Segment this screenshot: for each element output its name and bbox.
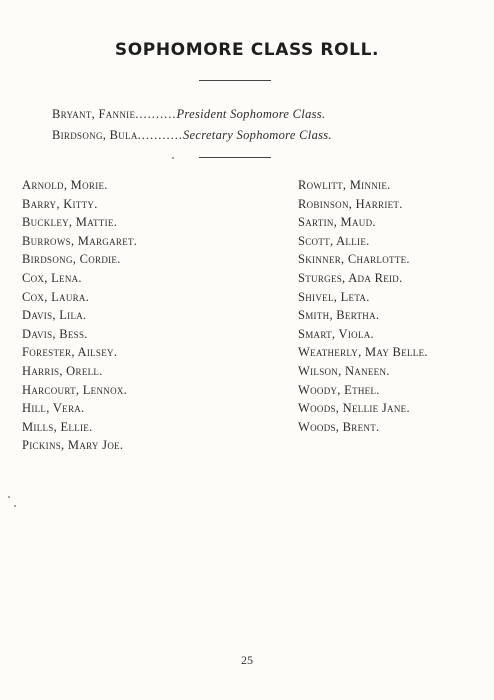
officer-secretary (52, 125, 452, 146)
roll-entry: Rowlitt, Minnie. (298, 178, 391, 192)
roll-entry: Hill, Vera. (22, 401, 85, 416)
paper-speck (8, 496, 10, 498)
officer-president (52, 104, 452, 125)
roll-entry: Buckley, Mattie. (22, 215, 118, 230)
roll-entry: Shivel, Leta. (298, 289, 370, 304)
roll-entry: Sturges, Ada Reid. (298, 270, 403, 285)
roll-entry: Woody, Ethel. (298, 382, 380, 397)
roll-column-left (22, 176, 137, 455)
roll-entry: Smart, Viola. (298, 326, 374, 341)
roll-column-right (298, 176, 428, 436)
officer-name: Birdsong, Bula (52, 128, 138, 142)
roll-entry: Barry, Kitty. (22, 196, 98, 211)
roll-entry: Scott, Allie. (298, 233, 370, 248)
roll-entry: Woods, Nellie Jane. (298, 401, 410, 416)
roll-entry: Skinner, Charlotte. (298, 252, 410, 267)
roll-entry: Weatherly, May Belle. (298, 345, 428, 360)
page-title: SOPHOMORE CLASS ROLL. (114, 40, 380, 60)
roll-entry: Pickins, Mary Joe. (22, 438, 124, 453)
officer-role: Secretary Sophomore Class. (183, 128, 332, 142)
roll-entry: Arnold, Morie. (22, 178, 108, 192)
officers-block (52, 104, 452, 146)
roll-entry: Mills, Ellie. (22, 419, 93, 434)
roll-entry: Cox, Lena. (22, 270, 82, 285)
paper-speck (14, 505, 16, 507)
officers-divider (199, 157, 271, 158)
roll-entry: Smith, Bertha. (298, 308, 380, 323)
roll-entry: Wilson, Naneen. (298, 363, 390, 378)
roll-entry: Cox, Laura. (22, 289, 90, 304)
officer-role: President Sophomore Class. (176, 107, 326, 121)
roll-entry: Forester, Ailsey. (22, 345, 118, 360)
officer-leader-dots: ........... (137, 128, 183, 142)
officer-leader-dots: .......... (135, 107, 177, 121)
roll-entry: Sartin, Maud. (298, 215, 376, 230)
roll-entry: Davis, Bess. (22, 326, 88, 341)
roll-entry: Robinson, Harriet. (298, 196, 403, 211)
roll-entry: Harris, Orell. (22, 363, 103, 378)
roll-entry: Birdsong, Cordie. (22, 252, 121, 267)
page-number: 25 (241, 653, 253, 667)
roll-entry: Burrows, Margaret. (22, 233, 138, 248)
roll-entry: Woods, Brent. (298, 419, 380, 434)
roll-entry: Harcourt, Lennox. (22, 382, 128, 397)
title-divider (199, 80, 271, 81)
roll-entry: Davis, Lila. (22, 308, 87, 323)
officer-name: Bryant, Fannie (52, 107, 136, 121)
paper-speck (172, 157, 174, 159)
